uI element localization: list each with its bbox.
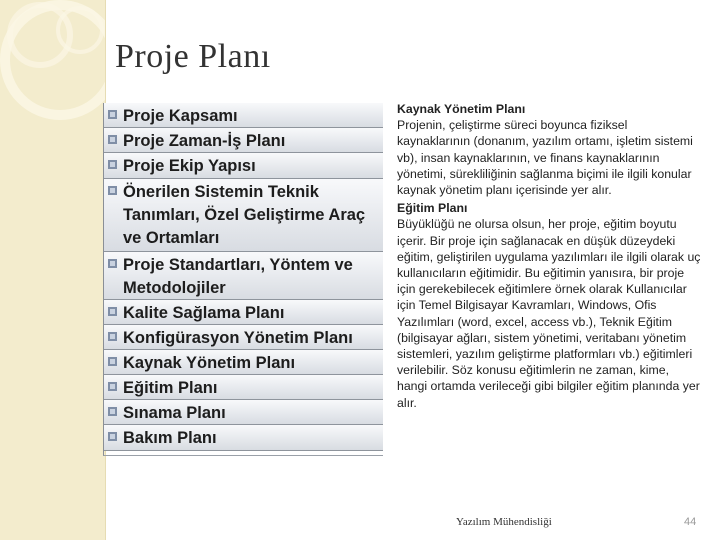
- menu-item[interactable]: [104, 128, 383, 153]
- menu-item-label: Proje Zaman-İş Planı: [123, 132, 286, 150]
- menu-item-label: Sınama Planı: [123, 404, 226, 422]
- bullet-icon: [107, 356, 118, 367]
- bullet-icon: [107, 109, 118, 120]
- menu-item-label: Konfigürasyon Yönetim Planı: [123, 329, 353, 347]
- bullet-icon: [107, 159, 118, 170]
- page-number: 44: [684, 516, 697, 528]
- bullet-icon: [107, 185, 118, 196]
- section-heading: Kaynak Yönetim Planı: [397, 102, 526, 116]
- bullet-icon: [107, 134, 118, 145]
- plan-menu: [103, 103, 383, 456]
- menu-item[interactable]: [104, 153, 383, 179]
- content-panel: [397, 101, 702, 411]
- decorative-swirl: [0, 0, 105, 540]
- slide-title: Proje Planı: [115, 38, 271, 75]
- menu-item[interactable]: [104, 375, 383, 400]
- menu-item[interactable]: [104, 400, 383, 425]
- bullet-icon: [107, 258, 118, 269]
- menu-item[interactable]: [104, 425, 383, 451]
- section-heading: Eğitim Planı: [397, 201, 468, 216]
- decorative-left-strip: [0, 0, 106, 540]
- section-text: Büyüklüğü ne olursa olsun, her proje, eğitim boyutu içerir. Bir proje için sağlanacak en düşük düzeydeki eğitim, geliştirilen uygulama yazılımları ile ilgili olarak uç kullanıcıların eğitimidir. Bu eğitimin yanısıra, bir proje için gerekebilecek eğitimlere örnek olarak Kullanıcılar için Temel Bilgisayar Kavramları, Windows, Ofis Yazılımları (word, excel, access vb.), Teknik Eğitim (bilgisayar ağları, sistem yönetimi, veritabanı yönetim sistemleri, yazılım geliştirme platformları vb.) eğitimleri verilebilir. Söz konusu eğitimlerin ne zaman, kime, hangi ortamda verileceği gibi bilgiler eğitim planında yer alır.: [397, 217, 701, 410]
- bullet-icon: [107, 431, 118, 442]
- menu-item-label: Proje Kapsamı: [123, 107, 238, 125]
- menu-item-label: Önerilen Sistemin Teknik Tanımları, Özel Geliştirme Araç ve Ortamları: [123, 183, 366, 247]
- bullet-icon: [107, 306, 118, 317]
- menu-item[interactable]: [104, 103, 383, 128]
- menu-item[interactable]: [104, 179, 383, 252]
- menu-item-label: Proje Ekip Yapısı: [123, 157, 256, 175]
- footer-text: Yazılım Mühendisliği: [456, 516, 552, 528]
- section-text: Projenin, çeliştirme süreci boyunca fiziksel kaynaklarının (donanım, yazılım ortamı, işletim sistemi vb), insan kaynaklarının, ve finans kaynaklarının yönetimi, sürekliliğinin sağlanma biçimi ile ilgili konular kaynak yönetim planı içerisinde yer alır.: [397, 118, 693, 198]
- menu-item-label: Eğitim Planı: [123, 379, 218, 397]
- menu-item[interactable]: [104, 325, 383, 350]
- menu-item-label: Bakım Planı: [123, 429, 217, 447]
- bullet-icon: [107, 381, 118, 392]
- menu-item[interactable]: [104, 300, 383, 325]
- bullet-icon: [107, 331, 118, 342]
- menu-item-label: Proje Standartları, Yöntem ve Metodolojiler: [123, 256, 353, 297]
- bullet-icon: [107, 406, 118, 417]
- menu-item[interactable]: [104, 252, 383, 300]
- menu-item[interactable]: [104, 350, 383, 375]
- menu-item-label: Kaynak Yönetim Planı: [123, 354, 296, 372]
- menu-item-label: Kalite Sağlama Planı: [123, 304, 285, 322]
